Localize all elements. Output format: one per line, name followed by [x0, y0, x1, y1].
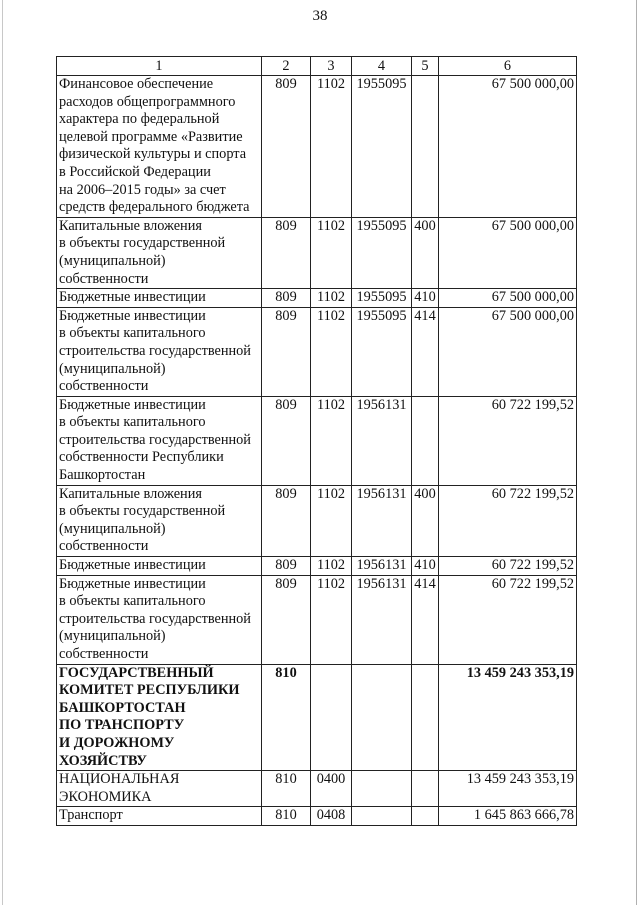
cell-expense-type	[412, 807, 439, 826]
cell-target-article: 1956131	[352, 557, 412, 576]
cell-section-code: 1102	[311, 485, 352, 556]
cell-ved-code: 809	[262, 396, 311, 485]
cell-ved-code: 810	[262, 807, 311, 826]
cell-amount: 60 722 199,52	[439, 575, 577, 664]
cell-name: Бюджетные инвестиции	[57, 557, 262, 576]
table-row	[57, 557, 577, 576]
cell-target-article: 1956131	[352, 575, 412, 664]
table-row	[57, 575, 577, 664]
table-row	[57, 485, 577, 556]
cell-target-article: 1955095	[352, 217, 412, 288]
cell-amount: 67 500 000,00	[439, 217, 577, 288]
cell-ved-code: 810	[262, 771, 311, 807]
cell-section-code: 1102	[311, 307, 352, 396]
cell-target-article: 1955095	[352, 76, 412, 218]
cell-name: ГОСУДАРСТВЕННЫЙ КОМИТЕТ РЕСПУБЛИКИ БАШКОРТОСТАН ПО ТРАНСПОРТУ И ДОРОЖНОМУ ХОЗЯЙСТВУ	[57, 664, 262, 771]
cell-amount: 67 500 000,00	[439, 307, 577, 396]
cell-amount: 67 500 000,00	[439, 289, 577, 308]
budget-table	[56, 56, 577, 826]
header-col-5: 5	[412, 57, 439, 76]
cell-section-code: 1102	[311, 76, 352, 218]
cell-name: Капитальные вложения в объекты государственной (муниципальной) собственности	[57, 485, 262, 556]
scan-edge-left	[2, 0, 3, 905]
table-row	[57, 396, 577, 485]
table-row	[57, 307, 577, 396]
cell-amount: 13 459 243 353,19	[439, 664, 577, 771]
cell-expense-type: 410	[412, 557, 439, 576]
cell-target-article: 1956131	[352, 485, 412, 556]
cell-section-code: 0400	[311, 771, 352, 807]
cell-amount: 60 722 199,52	[439, 485, 577, 556]
cell-ved-code: 809	[262, 217, 311, 288]
header-col-3: 3	[311, 57, 352, 76]
cell-section-code: 1102	[311, 557, 352, 576]
table-row	[57, 771, 577, 807]
cell-expense-type	[412, 664, 439, 771]
cell-amount: 1 645 863 666,78	[439, 807, 577, 826]
cell-expense-type: 400	[412, 217, 439, 288]
cell-name: Бюджетные инвестиции в объекты капитального строительства государственной собственности Республики Башкортостан	[57, 396, 262, 485]
table-row	[57, 664, 577, 771]
cell-ved-code: 810	[262, 664, 311, 771]
cell-target-article	[352, 771, 412, 807]
header-col-6: 6	[439, 57, 577, 76]
cell-expense-type: 410	[412, 289, 439, 308]
cell-name: Бюджетные инвестиции	[57, 289, 262, 308]
table-body	[57, 76, 577, 826]
cell-name: Финансовое обеспечение расходов общепрограммного характера по федеральной целевой программе «Развитие физической культуры и спорта в Российской Федерации на 2006–2015 годы» за счет средств федерального бюджета	[57, 76, 262, 218]
cell-name: Капитальные вложения в объекты государственной (муниципальной) собственности	[57, 217, 262, 288]
cell-ved-code: 809	[262, 557, 311, 576]
header-col-2: 2	[262, 57, 311, 76]
cell-ved-code: 809	[262, 485, 311, 556]
cell-amount: 60 722 199,52	[439, 396, 577, 485]
cell-section-code: 0408	[311, 807, 352, 826]
cell-section-code	[311, 664, 352, 771]
table-row	[57, 217, 577, 288]
cell-section-code: 1102	[311, 217, 352, 288]
cell-section-code: 1102	[311, 575, 352, 664]
cell-expense-type	[412, 771, 439, 807]
table-row	[57, 289, 577, 308]
table-row	[57, 76, 577, 218]
cell-amount: 60 722 199,52	[439, 557, 577, 576]
cell-ved-code: 809	[262, 307, 311, 396]
cell-section-code: 1102	[311, 289, 352, 308]
cell-amount: 67 500 000,00	[439, 76, 577, 218]
table-row	[57, 807, 577, 826]
cell-name: Бюджетные инвестиции в объекты капитального строительства государственной (муниципальной) собственности	[57, 307, 262, 396]
cell-name: НАЦИОНАЛЬНАЯ ЭКОНОМИКА	[57, 771, 262, 807]
cell-expense-type	[412, 76, 439, 218]
cell-ved-code: 809	[262, 76, 311, 218]
cell-expense-type: 414	[412, 575, 439, 664]
cell-target-article: 1955095	[352, 289, 412, 308]
cell-target-article	[352, 807, 412, 826]
cell-name: Бюджетные инвестиции в объекты капитального строительства государственной (муниципальной) собственности	[57, 575, 262, 664]
header-col-4: 4	[352, 57, 412, 76]
page-number: 38	[312, 8, 328, 24]
cell-target-article	[352, 664, 412, 771]
cell-expense-type: 400	[412, 485, 439, 556]
header-col-1: 1	[57, 57, 262, 76]
cell-target-article: 1955095	[352, 307, 412, 396]
cell-ved-code: 809	[262, 575, 311, 664]
cell-expense-type	[412, 396, 439, 485]
cell-name: Транспорт	[57, 807, 262, 826]
cell-expense-type: 414	[412, 307, 439, 396]
cell-target-article: 1956131	[352, 396, 412, 485]
cell-amount: 13 459 243 353,19	[439, 771, 577, 807]
cell-section-code: 1102	[311, 396, 352, 485]
scan-edge-right	[636, 0, 637, 905]
table-header-row	[57, 57, 577, 76]
cell-ved-code: 809	[262, 289, 311, 308]
